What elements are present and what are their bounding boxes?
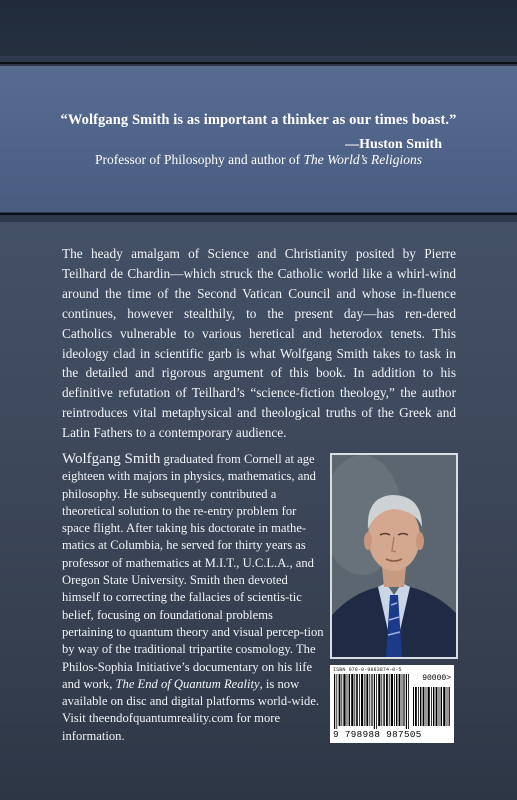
author-desc-prefix: Professor of Philosophy and author of [95,152,304,167]
author-portrait-illustration [332,455,456,657]
endorsement-author-description [0,152,517,168]
endorsement-quote: “Wolfgang Smith is as important a thinker as our times boast.” [60,112,457,128]
author-name: Wolfgang Smith [62,451,161,467]
author-photo [330,453,458,659]
endorsement-author: —Huston Smith [345,137,442,152]
author-bio [62,451,324,745]
film-title: The End of Quantum Reality [115,676,260,691]
bio-text-end: , is now available on disc and digital platforms world-wide. Visit theendofquantumreality.com for more information. [62,676,320,743]
top-band [0,0,517,56]
isbn-text: ISBN 978-0-9883874-0-5 [333,667,402,673]
price-code: 90000> [422,674,451,683]
divider-rule [0,62,517,64]
divider-rule [0,213,517,215]
book-description: The heady amalgam of Science and Christianity posited by Pierre Teilhard de Chardin—which struck the Catholic world like a whirl-wind around the time of the Second Vatican Council and whose in-fluence continues, however stealthily, to the present day—has ren-dered Catholics vulnerable to various heretical and heterodox tenets. This ideology clad in scientific garb is what Wolfgang Smith takes to task in the detailed and rigorous argument of this book. In addition to his definitive refutation of Teilhard’s “science-fiction theology,” the author reintroduces vital metaphysical and theological truths of the Greek and Latin Fathers to a contemporary audience. [62,246,456,441]
isbn-barcode [330,665,454,743]
book-title: The World’s Religions [303,152,422,167]
isbn-digits: 9 798988 987505 [333,729,422,740]
bio-text: graduated from Cornell at age eighteen with majors in physics, mathematics, and philosophy. He subsequently contributed a theoretical solution to the re-entry problem for space flight. After taking his doctorate in mathe-matics at Columbia, he served for thirty years as professor of mathematics at M.I.T., U.C.L.A., and Oregon State University. Smith then devoted himself to correcting the fallacies of scientis-tic belief, focusing on foundational problems pertaining to quantum theory and visual percep-tion by way of the traditional tripartite cosmology. The Philos-Sophia Initiative’s documentary on his life and work, [62,452,324,691]
